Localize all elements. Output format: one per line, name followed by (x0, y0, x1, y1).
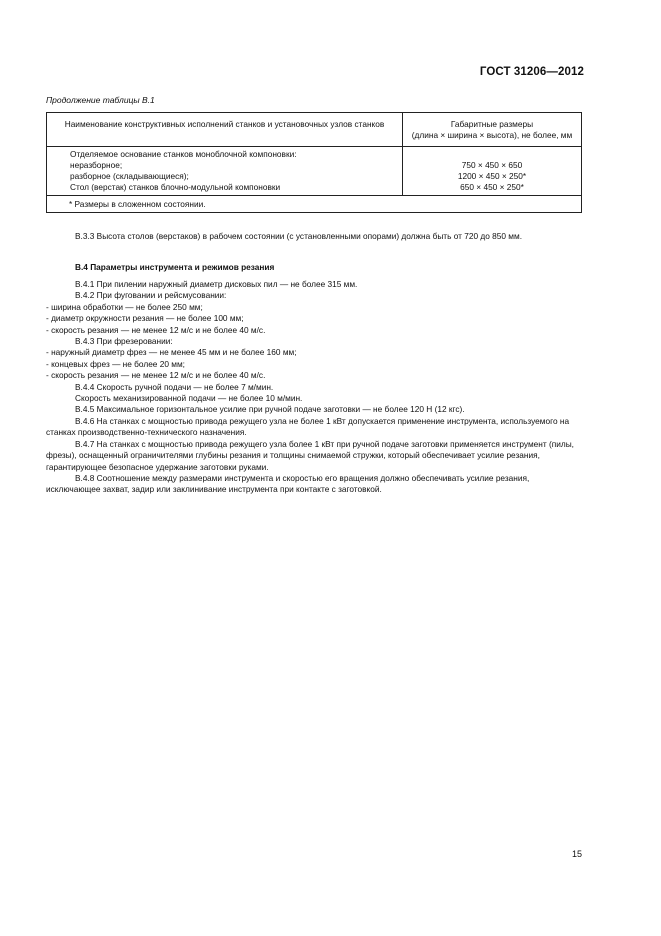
table-note: * Размеры в сложенном состоянии. (47, 196, 582, 213)
list-item: В.4.2 При фуговании и рейсмусовании: (75, 290, 227, 301)
page-number: 15 (571, 849, 582, 859)
table-caption: Продолжение таблицы В.1 (46, 95, 155, 105)
section-title: В.4 Параметры инструмента и режимов резания (75, 262, 275, 272)
row-size (407, 149, 577, 160)
list-item: - скорость резания — не менее 12 м/с и не более 40 м/с. (46, 370, 266, 381)
paragraph-b48: В.4.8 Соотношение между размерами инструмента и скоростью его вращения должно обеспечивать усилие резания, исключающее захват, задир или заклинивание инструмента при контакте с заготовкой. (46, 472, 530, 495)
table-header-name: Наименование конструктивных исполнений станков и установочных узлов станков (47, 113, 403, 147)
table-header-row (47, 113, 582, 147)
table-cell-names (47, 147, 403, 196)
list-item: - диаметр окружности резания — не более 100 мм; (46, 313, 244, 324)
paragraph-b47: В.4.7 На станках с мощностью привода режущего узла более 1 кВт при ручной подаче заготовки применяется инструмент (пилы, фрезы), оснащенный ограничителями глубины резания и толщины снимаемой стружки, который обеспечивает усилие резания, гарантирующее безопасное удержание заготовки руками. (46, 438, 574, 472)
row-size: 650 × 450 × 250* (460, 182, 524, 192)
list-item: - наружный диаметр фрез — не менее 45 мм и не более 160 мм; (46, 347, 297, 358)
list-item: В.4.4 Скорость ручной подачи — не более 7 м/мин. (75, 381, 274, 392)
standard-code: ГОСТ 31206—2012 (479, 66, 584, 78)
list-item: В.4.1 При пилении наружный диаметр дисковых пил — не более 315 мм. (75, 279, 358, 289)
list-item: В.4.5 Максимальное горизонтальное усилие при ручной подаче заготовки — не более 120 Н (12 кгс). (75, 404, 465, 415)
table-header-dimensions-line2: (длина × ширина × высота), не более, мм (411, 130, 573, 140)
paragraph-b33-block (46, 231, 582, 242)
row-size: 750 × 450 × 650 (461, 160, 523, 170)
row-name: неразборное; (70, 160, 123, 170)
row-name: Стол (верстак) станков блочно-модульной компоновки (70, 182, 281, 192)
list-item: - концевых фрез — не более 20 мм; (46, 358, 185, 369)
requirements-list (46, 279, 582, 496)
row-size: 1200 × 450 × 250* (457, 171, 527, 181)
dimensions-table (46, 112, 582, 213)
paragraph-b46: В.4.6 На станках с мощностью привода режущего узла не более 1 кВт допускается применение инструмента, используемого на станках производственно-технического назначения. (46, 415, 570, 438)
table-note-row (47, 196, 582, 213)
paragraph-b33: В.3.3 Высота столов (верстаков) в рабочем состоянии (с установленными опорами) должна быть от 720 до 850 мм. (75, 231, 523, 241)
table-cell-sizes (403, 147, 582, 196)
list-item: - ширина обработки — не более 250 мм; (46, 301, 203, 312)
section-b4-block (46, 262, 582, 273)
list-item: - скорость резания — не менее 12 м/с и не более 40 м/с. (46, 324, 266, 335)
list-item: В.4.3 При фрезеровании: (75, 336, 173, 347)
list-item: Скорость механизированной подачи — не более 10 м/мин. (75, 393, 303, 404)
row-name: разборное (складывающиеся); (70, 171, 189, 181)
table-header-dimensions (403, 113, 582, 147)
table-row (47, 147, 582, 196)
table-header-dimensions-line1: Габаритные размеры (450, 119, 534, 129)
row-name: Отделяемое основание станков моноблочной компоновки: (70, 149, 297, 159)
